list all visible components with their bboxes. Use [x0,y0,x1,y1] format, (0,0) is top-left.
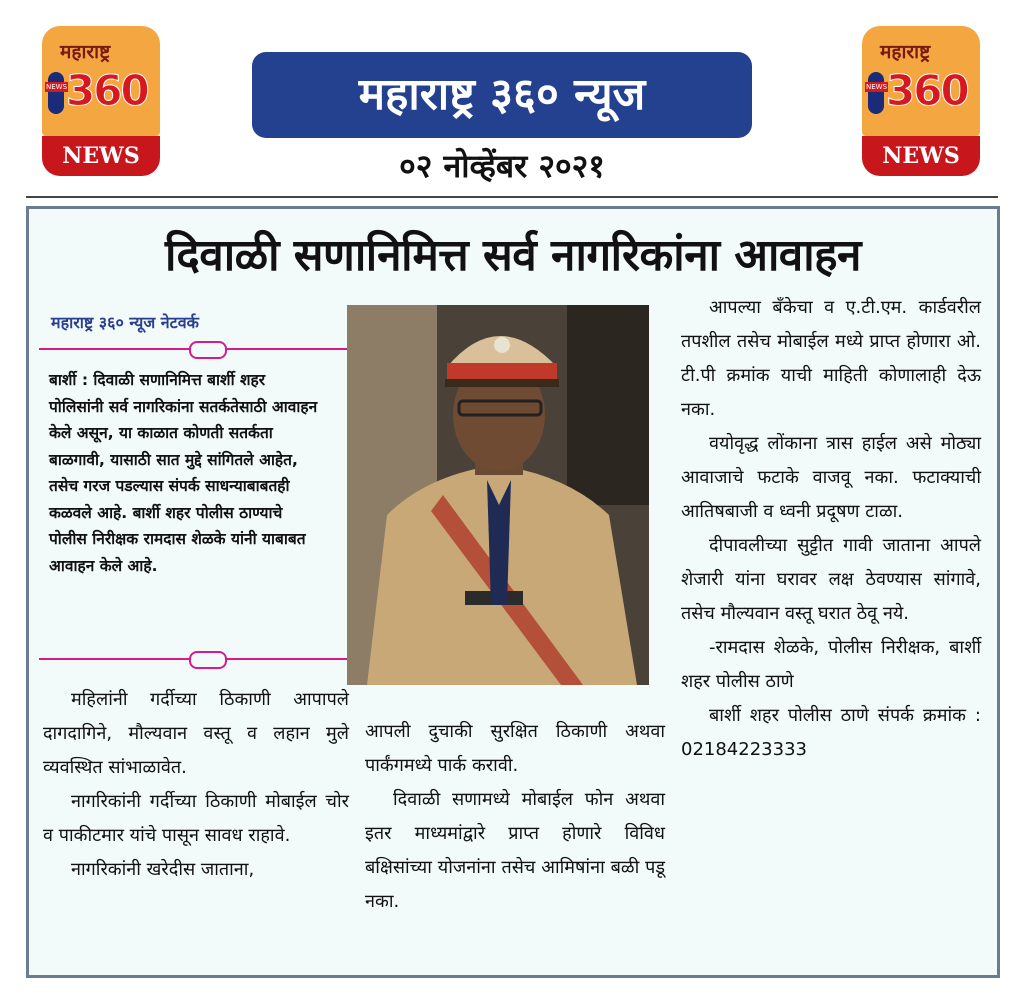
col3-para-3: दीपावलीच्या सुट्टीत गावी जाताना आपले शेजारी यांना घरावर लक्ष ठेवण्यास सांगावे, तसेच मौल्यवान वस्तू घरात ठेवू नये. [681,535,981,624]
column-2 [365,715,665,919]
mic-icon [48,72,64,114]
logo-news-band: NEWS [42,136,160,176]
logo-left [42,26,160,176]
col2-para-2: दिवाळी सणामध्ये मोबाईल फोन अथवा इतर माध्यमांद्वारे प्राप्त होणारे विविध बक्षिसांच्या योजनांना तसेच आमिषांना बळी पडू नका. [365,789,665,912]
lead-paragraph: बार्शी : दिवाळी सणानिमित्त बार्शी शहर पोलिसांनी सर्व नागरिकांना सतर्कतेसाठी आवाहन केले असून, या काळात कोणती सतर्कता बाळगावी, यासाठी सात मुद्दे सांगितले आहेत, तसेच गरज पडल्यास संपर्क साधन्याबाबतही कळवले आहे. बार्शी शहर पोलीस ठाण्याचे पोलीस निरीक्षक रामदास शेळके यांनी याबाबत आवाहन केले आहे. [49,371,318,575]
ornament-divider-top [39,339,359,359]
col3-para-1: आपल्या बँकेचा व ए.टी.एम. कार्डवरील तपशील तसेच मोबाईल मध्ये प्राप्त होणारा ओ. टी.पी क्रमांक याची माहिती कोणालाही देऊ नका. [681,297,981,420]
officer-illustration [347,305,649,685]
ornament-knot-icon [189,651,227,669]
ornament-knot-icon [189,341,227,359]
col2-para-1: आपली दुचाकी सुरक्षित ठिकाणी अथवा पार्कंगमध्ये पार्क करावी. [365,721,665,776]
signature: -रामदास शेळके, पोलीस निरीक्षक, बार्शी शहर पोलीस ठाणे [681,637,981,692]
logo-state-text: महाराष्ट्र [880,41,931,63]
column-3 [681,291,981,767]
header-divider [26,196,998,198]
col1-para-3: नागरिकांनी खरेदीस जाताना, [71,859,255,880]
column-1 [43,683,349,887]
mic-icon [868,72,884,114]
logo-number: 360 [66,66,148,115]
contact-number: बार्शी शहर पोलीस ठाणे संपर्क क्रमांक : 02184223333 [681,705,981,760]
col1-para-2: नागरिकांनी गर्दीच्या ठिकाणी मोबाईल चोर व पाकीटमार यांचे पासून सावध राहावे. [43,791,349,846]
byline: महाराष्ट्र ३६० न्यूज नेटवर्क [51,313,199,332]
logo-state-text: महाराष्ट्र [60,41,111,63]
logo-number: 360 [886,66,968,115]
col1-para-1: महिलांनी गर्दीच्या ठिकाणी आपापले दागदागिने, मौल्यवान वस्तू व लहान मुले व्यवस्थित सांभाळावेत. [43,689,349,778]
issue-date: ०२ नोव्हेंबर २०२१ [399,147,605,185]
masthead-title: महाराष्ट्र ३६० न्यूज [252,52,752,138]
mic-label: NEWS [46,83,68,91]
officer-photo [347,305,649,685]
col3-para-2: वयोवृद्ध लोंकाना त्रास हाईल असे मोठ्या आवाजाचे फटाके वाजवू नका. फटाक्याची आतिषबाजी व ध्वनी प्रदूषण टाळा. [681,433,981,522]
article-headline: दिवाळी सणानिमित्त सर्व नागरिकांना आवाहन [165,230,861,281]
logo-news-band: NEWS [862,136,980,176]
article-frame [26,206,1000,978]
mic-label: NEWS [866,83,888,91]
logo-right [862,26,980,176]
ornament-divider-bottom [39,649,359,669]
